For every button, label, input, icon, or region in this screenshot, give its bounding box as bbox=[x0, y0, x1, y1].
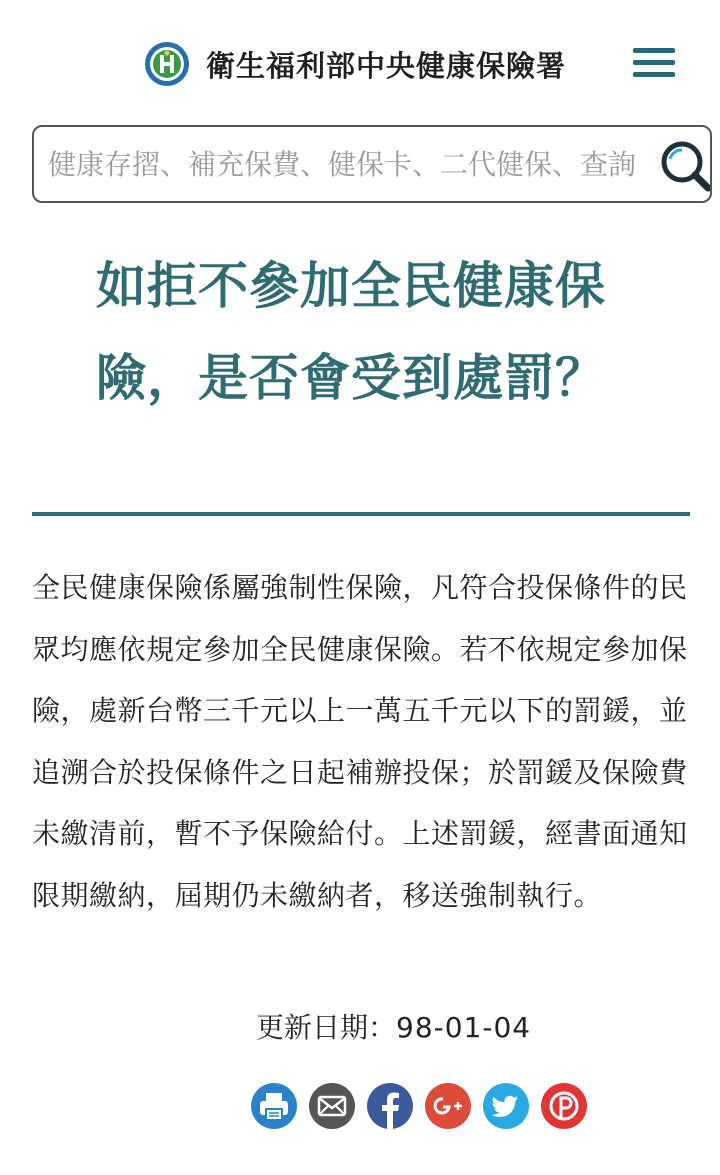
search-icon[interactable] bbox=[656, 137, 712, 195]
nhia-logo-icon[interactable] bbox=[144, 41, 190, 87]
hamburger-menu-icon[interactable] bbox=[630, 46, 678, 80]
site-title[interactable]: 衛生福利部中央健康保險署 bbox=[206, 49, 567, 83]
update-date bbox=[256, 1006, 531, 1046]
update-date-label: 更新日期： bbox=[256, 1011, 397, 1044]
google-plus-icon[interactable] bbox=[424, 1082, 472, 1130]
search-input[interactable] bbox=[48, 139, 698, 189]
page-title: 如拒不參加全民健康保險，是否會受到處罰？ bbox=[96, 257, 606, 407]
facebook-icon[interactable] bbox=[366, 1082, 414, 1130]
twitter-icon[interactable] bbox=[482, 1082, 530, 1130]
article-body: 全民健康保險係屬強制性保險，凡符合投保條件的民眾均應依規定參加全民健康保險。若不依規定參加保險，處新台幣三千元以上一萬五千元以下的罰鍰，並追溯合於投保條件之日起補辦投保；於罰鍰及保險費未繳清前，暫不予保險給付。上述罰鍰，經書面通知限期繳納，屆期仍未繳納者，移送強制執行。 bbox=[32, 571, 688, 912]
pinterest-icon[interactable] bbox=[540, 1082, 588, 1130]
share-bar bbox=[250, 1082, 600, 1132]
search-box bbox=[32, 125, 712, 203]
update-date-value: 98-01-04 bbox=[396, 1011, 532, 1044]
title-divider bbox=[32, 512, 690, 516]
site-header bbox=[0, 38, 720, 90]
email-icon[interactable] bbox=[308, 1082, 356, 1130]
print-icon[interactable] bbox=[250, 1082, 298, 1130]
